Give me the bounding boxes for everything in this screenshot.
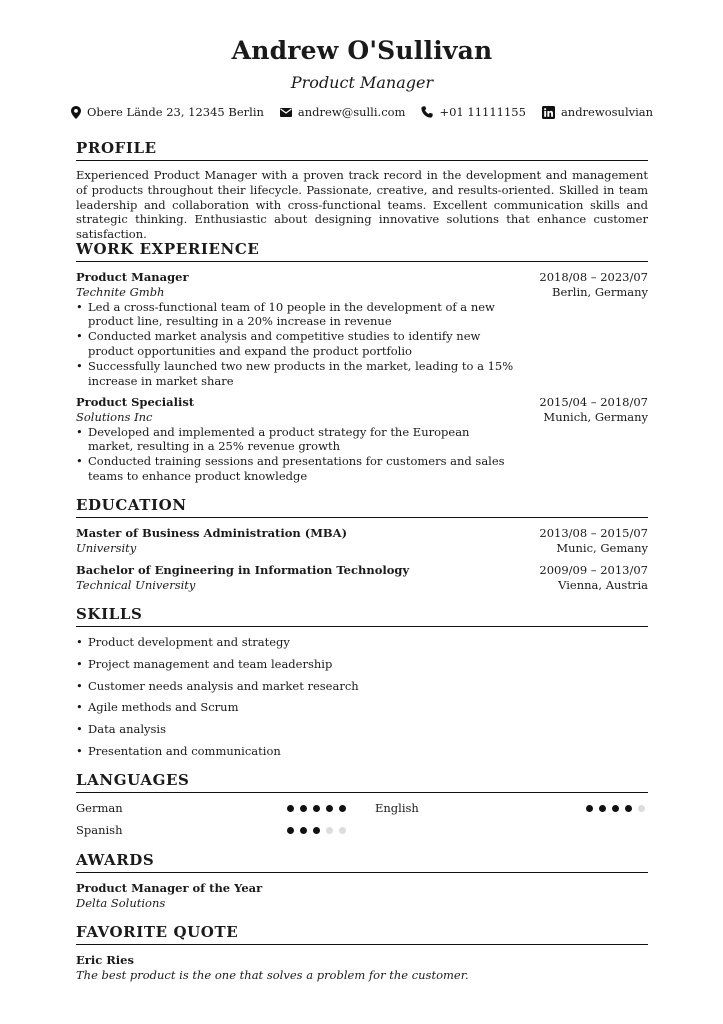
list-item: • Data analysis (76, 722, 516, 744)
rating-dot-filled (313, 827, 320, 834)
rating-dot-empty (638, 805, 645, 812)
address-text: Obere Lände 23, 12345 Berlin (86, 105, 264, 119)
map-pin-icon (71, 106, 81, 119)
linkedin-icon (542, 106, 555, 119)
list-item: • Agile methods and Scrum (76, 700, 516, 722)
rating-dot-filled (599, 805, 606, 812)
contact-phone[interactable] (421, 105, 525, 119)
rating-dot-filled (287, 805, 294, 812)
language-rating-german (287, 805, 346, 812)
education-location: Munic, Gemany (556, 540, 648, 555)
phone-icon (421, 106, 433, 118)
work-bullets (76, 300, 516, 389)
education-school: Technical University (76, 577, 196, 592)
rating-dot-filled (612, 805, 619, 812)
education-entry-1 (76, 526, 648, 556)
linkedin-text[interactable]: andrewosulvian (560, 105, 654, 119)
rating-dot-filled (339, 805, 346, 812)
education-dates: 2013/08 – 2015/07 (539, 526, 648, 540)
rating-dot-filled (586, 805, 593, 812)
rating-dot-empty (339, 827, 346, 834)
education-school: University (76, 540, 137, 555)
award-title: Product Manager of the Year (76, 881, 263, 895)
contact-linkedin[interactable] (542, 105, 653, 119)
languages-heading: LANGUAGES (76, 771, 648, 793)
language-name-spanish: Spanish (76, 823, 123, 837)
list-item: • Customer needs analysis and market research (76, 679, 516, 701)
envelope-icon (280, 108, 292, 117)
work-dates: 2015/04 – 2018/07 (539, 395, 648, 409)
list-item: • Conducted market analysis and competitive studies to identify new product opportunities and expand the product portfolio (76, 329, 516, 359)
language-name-english: English (375, 801, 419, 815)
list-item: • Product development and strategy (76, 635, 516, 657)
education-dates: 2009/09 – 2013/07 (539, 563, 648, 577)
work-dates: 2018/08 – 2023/07 (539, 270, 648, 284)
rating-dot-filled (326, 805, 333, 812)
work-entry-1 (76, 270, 648, 388)
education-degree: Bachelor of Engineering in Information Technology (76, 563, 410, 577)
rating-dot-filled (287, 827, 294, 834)
award-entry (76, 881, 648, 911)
list-item: • Project management and team leadership (76, 657, 516, 679)
language-name-german: German (76, 801, 123, 815)
work-location: Berlin, Germany (552, 284, 648, 299)
profile-summary: Experienced Product Manager with a proven track record in the development and management of products throughout their lifecycle. Passionate, creative, and results-oriented. Skilled in team leadership and collaboration with cross-functional teams. Excellent communication skills and strategic thinking. Enthusiastic about designing innovative solutions that enhance customer satisfaction. (76, 168, 648, 242)
skills-list (76, 635, 516, 766)
skills-heading: SKILLS (76, 605, 648, 627)
rating-dot-filled (625, 805, 632, 812)
education-location: Vienna, Austria (558, 577, 648, 592)
email-text[interactable]: andrew@sulli.com (297, 105, 406, 119)
list-item: • Developed and implemented a product strategy for the European market, resulting in a 25% revenue growth (76, 425, 516, 455)
candidate-title: Product Manager (290, 73, 434, 92)
work-entry-2 (76, 395, 648, 484)
education-degree: Master of Business Administration (MBA) (76, 526, 348, 540)
education-heading: EDUCATION (76, 496, 648, 518)
work-heading: WORK EXPERIENCE (76, 240, 648, 262)
profile-heading: PROFILE (76, 139, 648, 161)
work-company: Solutions Inc (76, 409, 153, 424)
list-item: • Presentation and communication (76, 744, 516, 766)
rating-dot-filled (313, 805, 320, 812)
list-item: • Successfully launched two new products in the market, leading to a 15% increase in market share (76, 359, 516, 389)
contact-bar (76, 105, 654, 119)
quote-text: The best product is the one that solves a problem for the customer. (76, 967, 469, 982)
list-item: • Led a cross-functional team of 10 people in the development of a new product line, resulting in a 20% increase in revenue (76, 300, 516, 330)
list-item: • Conducted training sessions and presentations for customers and sales teams to enhance product knowledge (76, 454, 516, 484)
awards-heading: AWARDS (76, 851, 648, 873)
rating-dot-filled (300, 827, 307, 834)
language-rating-english (586, 805, 645, 812)
work-company: Technite Gmbh (76, 284, 165, 299)
work-bullets (76, 425, 516, 484)
contact-email[interactable] (280, 105, 406, 119)
quote-heading: FAVORITE QUOTE (76, 923, 648, 945)
rating-dot-empty (326, 827, 333, 834)
phone-text[interactable]: +01 11111155 (439, 105, 526, 119)
candidate-name: Andrew O'Sullivan (231, 36, 493, 65)
quote-author: Eric Ries (76, 953, 134, 967)
rating-dot-filled (300, 805, 307, 812)
work-title: Product Specialist (76, 395, 195, 409)
award-issuer: Delta Solutions (76, 895, 166, 910)
education-entry-2 (76, 563, 648, 593)
work-title: Product Manager (76, 270, 189, 284)
contact-address (71, 105, 264, 119)
language-rating-spanish (287, 827, 346, 834)
quote-entry (76, 953, 648, 983)
work-location: Munich, Germany (543, 409, 648, 424)
